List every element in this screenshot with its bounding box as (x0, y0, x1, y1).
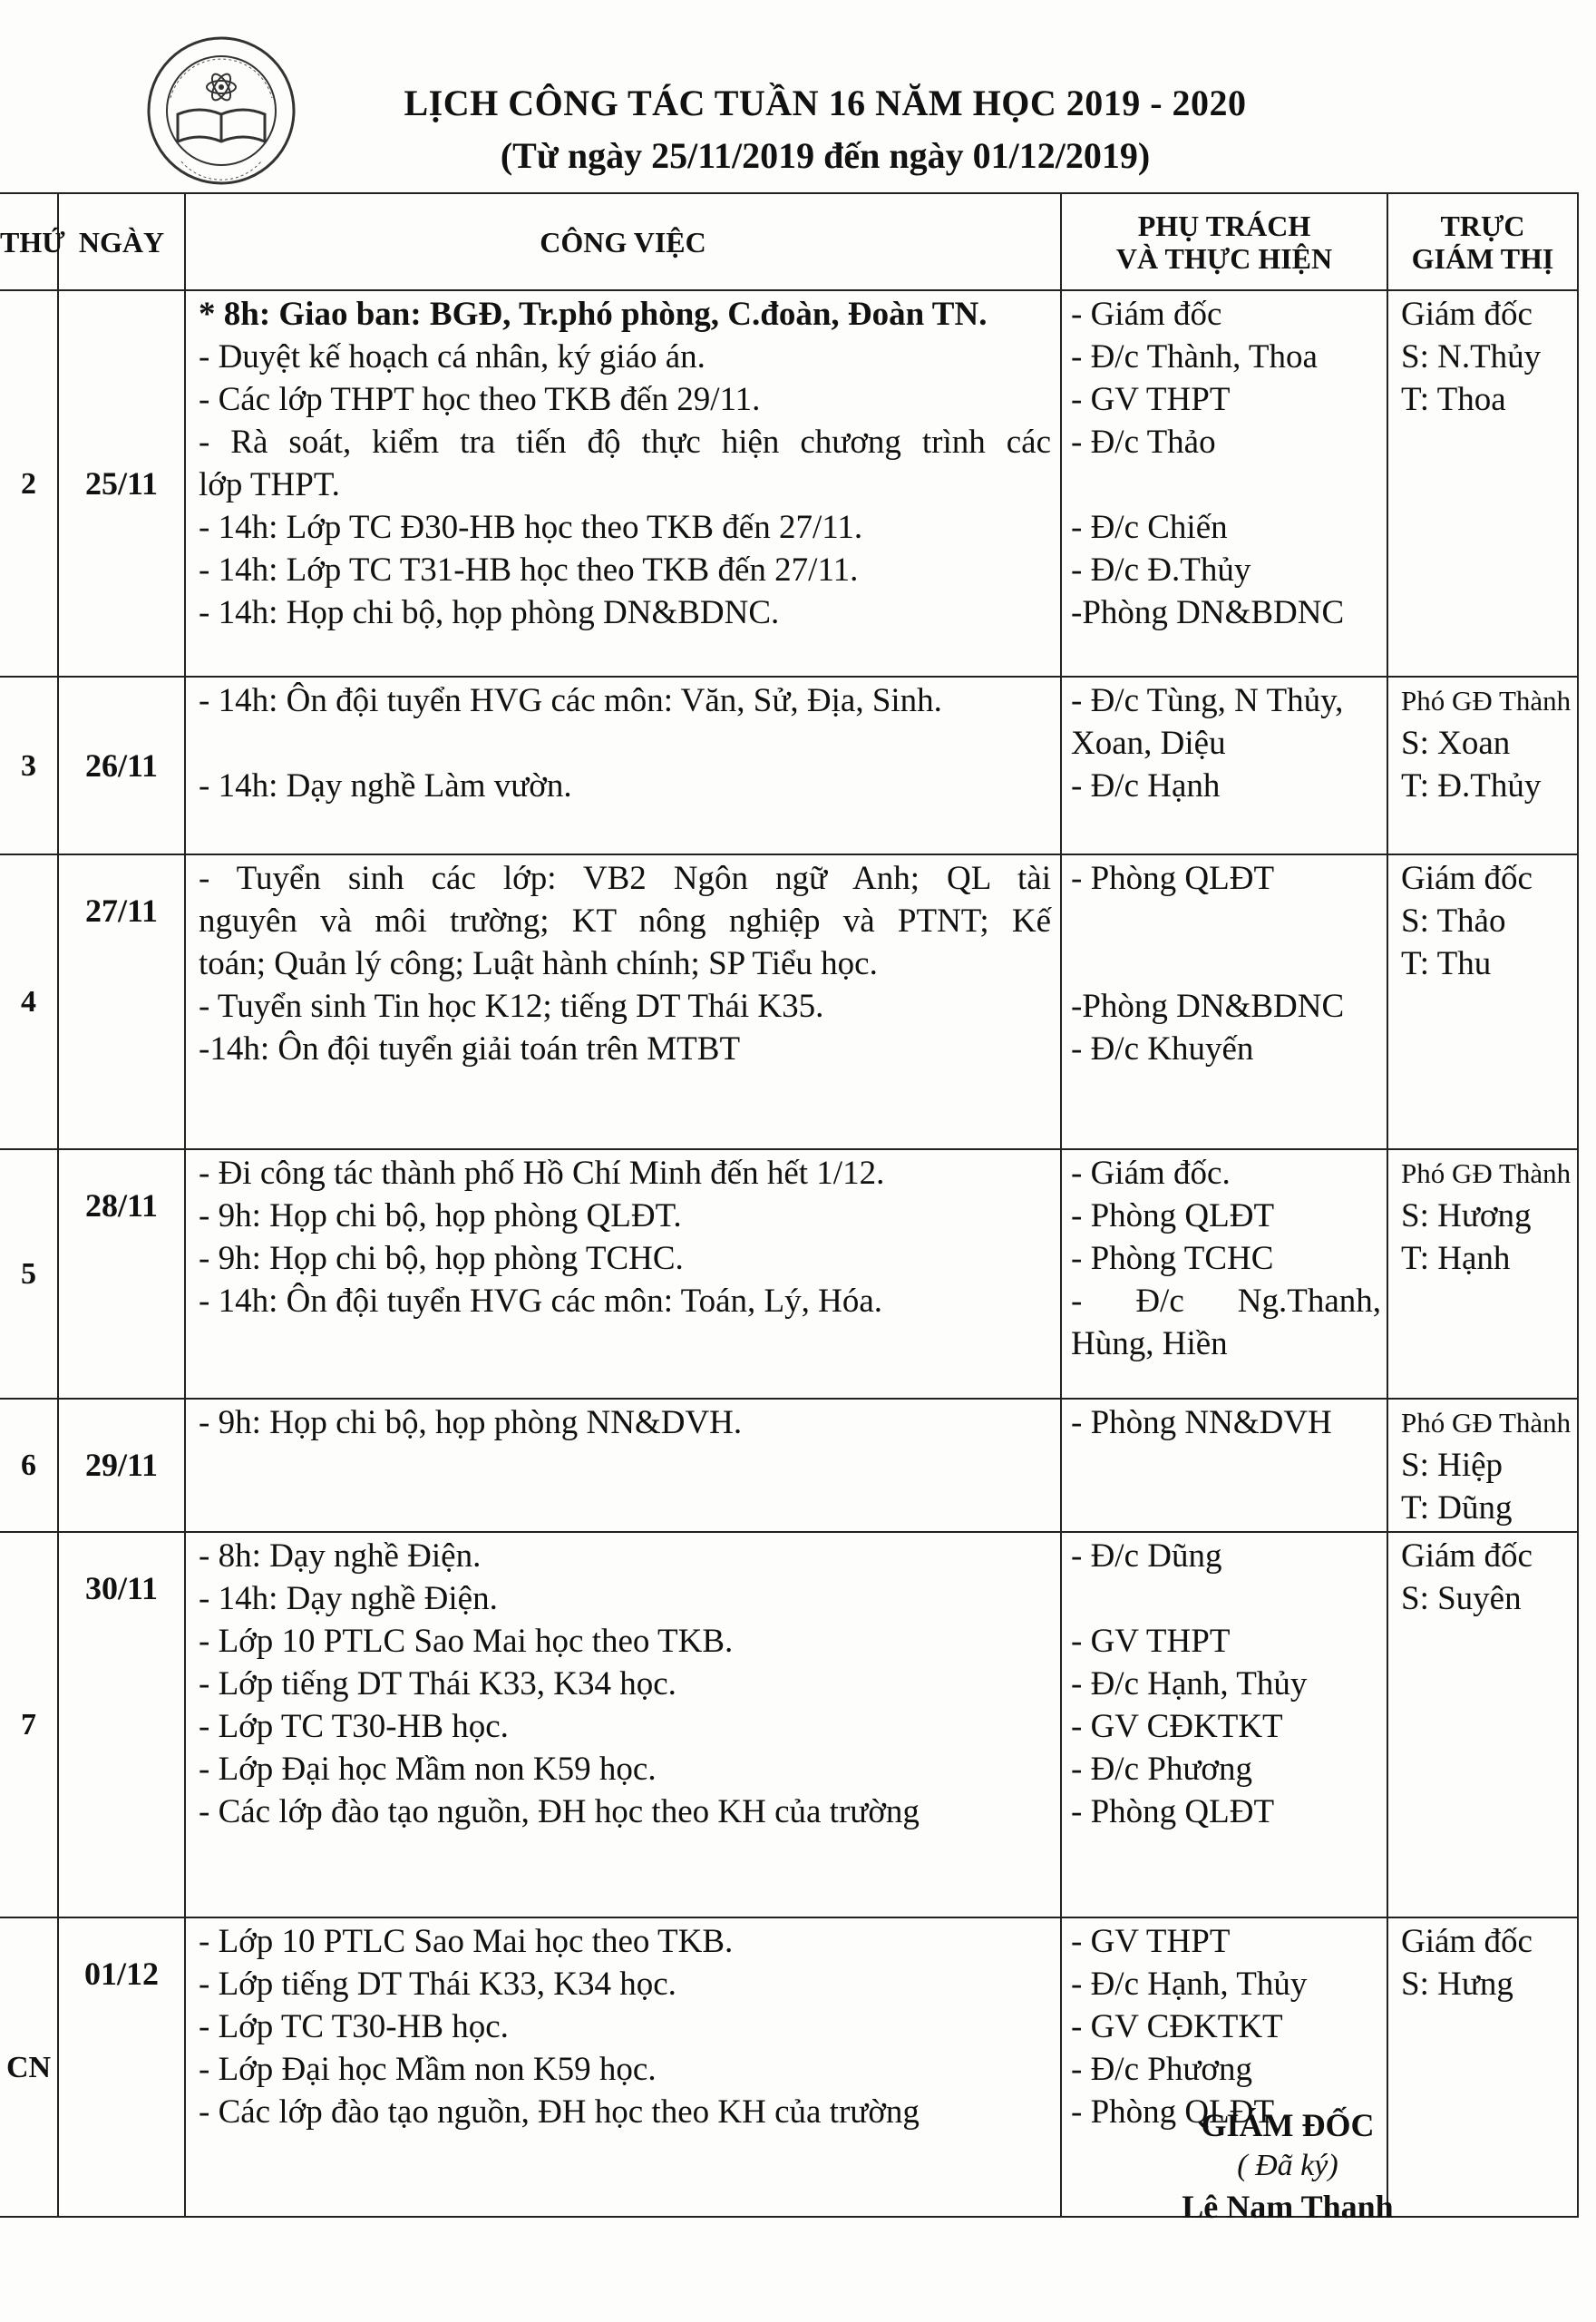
header-thu: THỨ (0, 193, 58, 290)
table-header-row (0, 193, 1578, 290)
task-line: - 14h: Dạy nghề Điện. (199, 1580, 498, 1617)
responsible-line: - GV THPT (1071, 381, 1231, 418)
responsible-line: - GV THPT (1071, 1923, 1231, 1960)
responsible-line: Xoan, Diệu (1071, 725, 1226, 762)
task-line: - 9h: Họp chi bộ, họp phòng QLĐT. (199, 1197, 682, 1234)
responsible-line: - Đ/c Tùng, N Thủy, (1071, 682, 1344, 719)
task-line: - Rà soát, kiểm tra tiến độ thực hiện chương trình các (199, 424, 1051, 461)
responsible-cell (1061, 854, 1387, 1149)
date-cell: 29/11 (58, 1399, 185, 1532)
responsible-cell (1061, 1149, 1387, 1399)
school-logo (145, 34, 297, 187)
task-line: * 8h: Giao ban: BGĐ, Tr.phó phòng, C.đoàn, Đoàn TN. (199, 296, 988, 333)
table-row (0, 1532, 1578, 1917)
spacer (1071, 1577, 1381, 1620)
responsible-line: - Đ/c Khuyến (1071, 1030, 1254, 1068)
task-cell (185, 290, 1061, 677)
supervisor-line: Phó GĐ Thành (1401, 685, 1572, 717)
responsible-line: - Phòng TCHC (1071, 1240, 1274, 1277)
table-row (0, 854, 1578, 1149)
task-line: - Lớp TC T30-HB học. (199, 2008, 509, 2045)
responsible-line: - Đ/c Phương (1071, 1751, 1252, 1788)
responsible-line: - Đ/c Hạnh (1071, 767, 1221, 805)
signature-note: ( Đã ký) (1237, 2149, 1338, 2182)
supervisor-line: S: Suyên (1401, 1580, 1522, 1617)
supervisor-cell (1387, 1399, 1578, 1532)
spacer (199, 722, 1051, 765)
signature-role: GIÁM ĐỐC (1201, 2107, 1375, 2143)
task-line: - 14h: Lớp TC T31-HB học theo TKB đến 27/11. (199, 551, 859, 589)
responsible-line: - GV CĐKTKT (1071, 2008, 1283, 2045)
responsible-cell (1061, 1532, 1387, 1917)
signature-name: Lê Nam Thanh (1182, 2189, 1394, 2225)
responsible-line: - Đ/c Hạnh, Thủy (1071, 1966, 1308, 2003)
task-line: -14h: Ôn đội tuyển giải toán trên MTBT (199, 1030, 741, 1068)
task-line: nguyên và môi trường; KT nông nghiệp và PTNT; Kế (199, 902, 1051, 940)
task-line: - Lớp Đại học Mầm non K59 học. (199, 1751, 657, 1788)
responsible-line: - Đ/c Dũng (1071, 1537, 1222, 1575)
date-cell: 01/12 (58, 1917, 185, 2217)
supervisor-cell (1387, 677, 1578, 854)
task-cell (185, 854, 1061, 1149)
date-cell: 27/11 (58, 854, 185, 1149)
responsible-line: - Giám đốc (1071, 296, 1222, 333)
date-cell: 25/11 (58, 290, 185, 677)
responsible-line: - Đ/c Ng.Thanh, (1071, 1283, 1381, 1320)
supervisor-line: Giám đốc (1401, 296, 1533, 333)
responsible-line: - Phòng NN&DVH (1071, 1404, 1332, 1441)
responsible-line: - Đ/c Đ.Thủy (1071, 551, 1251, 589)
date-cell: 28/11 (58, 1149, 185, 1399)
supervisor-cell (1387, 854, 1578, 1149)
task-line: - 14h: Ôn đội tuyển HVG các môn: Toán, Lý, Hóa. (199, 1283, 883, 1320)
supervisor-cell (1387, 290, 1578, 677)
supervisor-line: T: Hạnh (1401, 1240, 1511, 1277)
responsible-line: - Đ/c Phương (1071, 2051, 1252, 2088)
responsible-line: Hùng, Hiền (1071, 1325, 1228, 1362)
task-line: - Đi công tác thành phố Hồ Chí Minh đến hết 1/12. (199, 1155, 885, 1192)
responsible-line: - Phòng QLĐT (1071, 1197, 1275, 1234)
responsible-line: - Đ/c Hạnh, Thủy (1071, 1665, 1308, 1702)
supervisor-line: S: Xoan (1401, 725, 1511, 762)
supervisor-line: S: Hiệp (1401, 1447, 1504, 1484)
responsible-cell (1061, 1399, 1387, 1532)
supervisor-cell (1387, 1149, 1578, 1399)
supervisor-line: S: N.Thủy (1401, 338, 1542, 376)
task-line: - Tuyển sinh Tin học K12; tiếng DT Thái K35. (199, 988, 824, 1025)
task-cell (185, 1399, 1061, 1532)
signature-block (1124, 2104, 1451, 2228)
supervisor-cell (1387, 1532, 1578, 1917)
responsible-line: -Phòng DN&BDNC (1071, 594, 1345, 631)
table-row (0, 677, 1578, 854)
spacer (1071, 463, 1381, 506)
responsible-line: - GV CĐKTKT (1071, 1708, 1283, 1745)
responsible-line: - Đ/c Thành, Thoa (1071, 338, 1318, 376)
task-cell (185, 1917, 1061, 2217)
task-line: - 14h: Dạy nghề Làm vườn. (199, 767, 572, 805)
task-line: - Lớp tiếng DT Thái K33, K34 học. (199, 1665, 676, 1702)
supervisor-line: Giám đốc (1401, 1537, 1533, 1575)
day-cell: 6 (0, 1399, 58, 1532)
task-line: - Lớp Đại học Mầm non K59 học. (199, 2051, 657, 2088)
day-cell: 3 (0, 677, 58, 854)
task-line: - Các lớp đào tạo nguồn, ĐH học theo KH của trường (199, 2093, 920, 2131)
table-row (0, 1149, 1578, 1399)
header-phu-trach: PHỤ TRÁCH VÀ THỰC HIỆN (1061, 193, 1387, 290)
task-line: - 9h: Họp chi bộ, họp phòng NN&DVH. (199, 1404, 743, 1441)
day-cell: 4 (0, 854, 58, 1149)
day-cell: CN (0, 1917, 58, 2217)
page-title: LỊCH CÔNG TÁC TUẦN 16 NĂM HỌC 2019 - 2020 (404, 83, 1247, 123)
day-cell: 2 (0, 290, 58, 677)
task-cell (185, 1532, 1061, 1917)
task-line: - Lớp 10 PTLC Sao Mai học theo TKB. (199, 1923, 734, 1960)
responsible-line: - Phòng QLĐT (1071, 860, 1275, 897)
supervisor-line: T: Dũng (1401, 1489, 1513, 1527)
page-subtitle: (Từ ngày 25/11/2019 đến ngày 01/12/2019) (500, 135, 1151, 176)
supervisor-line: Giám đốc (1401, 1923, 1533, 1960)
supervisor-line: Phó GĐ Thành (1401, 1407, 1572, 1439)
task-line: - 14h: Họp chi bộ, họp phòng DN&BDNC. (199, 594, 780, 631)
responsible-line: - GV THPT (1071, 1623, 1231, 1660)
task-line: - Lớp 10 PTLC Sao Mai học theo TKB. (199, 1623, 734, 1660)
task-line: - 14h: Ôn đội tuyển HVG các môn: Văn, Sử, Địa, Sinh. (199, 682, 942, 719)
responsible-line: - Đ/c Thảo (1071, 424, 1216, 461)
task-line: - 14h: Lớp TC Đ30-HB học theo TKB đến 27/11. (199, 509, 863, 546)
table-row (0, 1399, 1578, 1532)
header-truc-giam-thi: TRỰC GIÁM THỊ (1387, 193, 1578, 290)
header-ngay: NGÀY (58, 193, 185, 290)
day-cell: 5 (0, 1149, 58, 1399)
responsible-line: - Phòng QLĐT (1071, 2093, 1275, 2131)
responsible-line: -Phòng DN&BDNC (1071, 988, 1345, 1025)
task-line: - Lớp TC T30-HB học. (199, 1708, 509, 1745)
date-cell: 26/11 (58, 677, 185, 854)
day-cell: 7 (0, 1532, 58, 1917)
task-line: - Duyệt kế hoạch cá nhân, ký giáo án. (199, 338, 706, 376)
supervisor-line: Phó GĐ Thành (1401, 1157, 1572, 1189)
responsible-cell (1061, 677, 1387, 854)
table-row (0, 290, 1578, 677)
supervisor-line: T: Đ.Thủy (1401, 767, 1542, 805)
supervisor-line: T: Thu (1401, 945, 1492, 982)
responsible-line: - Phòng QLĐT (1071, 1793, 1275, 1830)
task-line: - 9h: Họp chi bộ, họp phòng TCHC. (199, 1240, 684, 1277)
responsible-line: - Giám đốc. (1071, 1155, 1231, 1192)
task-cell (185, 677, 1061, 854)
task-line: - 8h: Dạy nghề Điện. (199, 1537, 482, 1575)
responsible-cell (1061, 290, 1387, 677)
task-line: - Các lớp THPT học theo TKB đến 29/11. (199, 381, 761, 418)
supervisor-line: Giám đốc (1401, 860, 1533, 897)
supervisor-line: S: Hưng (1401, 1966, 1513, 2003)
supervisor-line: T: Thoa (1401, 381, 1506, 418)
task-line: toán; Quản lý công; Luật hành chính; SP Tiểu học. (199, 945, 878, 982)
responsible-line: - Đ/c Chiến (1071, 509, 1228, 546)
task-line: lớp THPT. (199, 466, 340, 503)
task-line: - Lớp tiếng DT Thái K33, K34 học. (199, 1966, 676, 2003)
spacer (1071, 900, 1381, 942)
supervisor-line: S: Thảo (1401, 902, 1506, 940)
supervisor-line: S: Hương (1401, 1197, 1532, 1234)
spacer (1071, 942, 1381, 985)
task-line: - Tuyển sinh các lớp: VB2 Ngôn ngữ Anh; QL tài (199, 860, 1051, 897)
task-line: - Các lớp đào tạo nguồn, ĐH học theo KH của trường (199, 1793, 920, 1830)
task-cell (185, 1149, 1061, 1399)
date-cell: 30/11 (58, 1532, 185, 1917)
schedule-table (0, 192, 1579, 2218)
header-cong-viec: CÔNG VIỆC (185, 193, 1061, 290)
